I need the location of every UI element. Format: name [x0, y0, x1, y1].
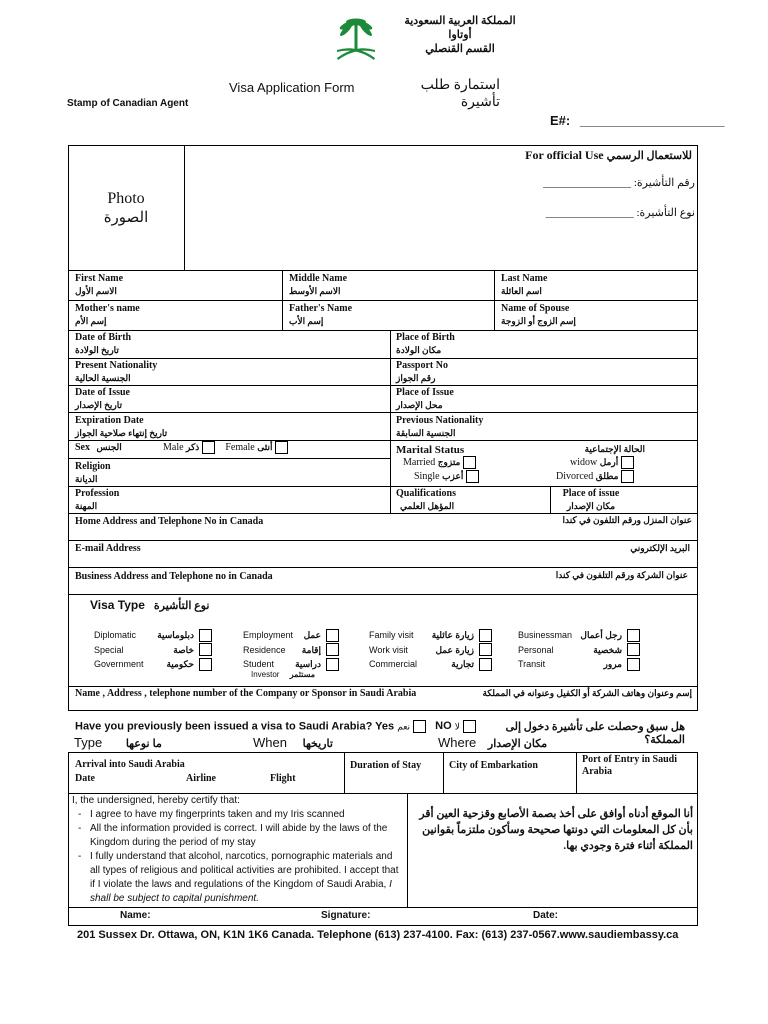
- religion-label: Religion: [75, 461, 111, 472]
- visa-type-title-ar: نوع التأشيرة: [153, 600, 210, 612]
- ottawa-ar: أوتاوا: [448, 29, 472, 41]
- first-name-label: First Name: [75, 273, 124, 284]
- consular-section-ar: القسم القنصلي: [425, 43, 495, 55]
- visa-number-label-ar: رقم التأشيرة:: [633, 177, 695, 189]
- nationality-label-ar: الجنسية الحالية: [75, 373, 131, 383]
- father-name-label-ar: إسم الأب: [289, 316, 324, 326]
- sex-label-ar: الجنس: [96, 442, 122, 452]
- photo-label-ar: الصورة: [103, 210, 149, 226]
- passport-label: Passport No: [396, 360, 448, 371]
- female-checkbox[interactable]: [275, 441, 288, 454]
- footer-address: 201 Sussex Dr. Ottawa, ON, K1N 1K6 Canada. Telephone (613) 237-4100. Fax: (613) 237-0567.www.saudiembassy.ca: [77, 929, 679, 941]
- place-of-issue-label-ar: محل الإصدار: [396, 400, 443, 410]
- widow-label: widow: [570, 456, 598, 468]
- no-label-ar: لا: [454, 721, 460, 732]
- when-label: When: [253, 735, 287, 750]
- previous-visa-question: Have you previously been issued a visa to Saudi Arabia? Yes: [75, 720, 395, 733]
- official-use-label-ar: للاستعمال الرسمي: [606, 150, 692, 162]
- divorced-checkbox[interactable]: [621, 470, 634, 483]
- expiration-date-label: Expiration Date: [75, 415, 144, 426]
- mother-name-label: Mother's name: [75, 303, 140, 314]
- previous-visa-question-ar: هل سبق وحصلت على تأشيرة دخول إلى المملكة؟: [505, 721, 685, 746]
- nationality-label: Present Nationality: [75, 360, 158, 371]
- visa-type-official-label-ar: نوع التأشيرة:: [636, 207, 695, 219]
- photo-box[interactable]: [68, 145, 185, 271]
- yes-label-ar: نعم: [397, 721, 411, 732]
- previous-nationality-label-ar: الجنسية السابقة: [396, 428, 456, 438]
- date-of-issue-label-ar: تاريخ الإصدار: [75, 400, 123, 410]
- business-address-label-ar: عنوان الشركة ورقم التلفون في كندا: [555, 570, 688, 580]
- place-of-issue-2-label-ar: مكان الإصدار: [566, 501, 616, 511]
- investor-label: Investor: [251, 670, 280, 679]
- where-label-ar: مكان الإصدار: [487, 738, 548, 750]
- pob-label: Place of Birth: [396, 332, 455, 343]
- diplomatic-checkbox[interactable]: [199, 629, 212, 642]
- home-address-label-ar: عنوان المنزل ورقم التلفون في كندا: [562, 515, 692, 525]
- student-checkbox[interactable]: [326, 658, 339, 671]
- saudi-emblem-icon: [333, 14, 379, 66]
- name-label: Name:: [120, 910, 151, 921]
- widow-checkbox[interactable]: [621, 456, 634, 469]
- last-name-label: Last Name: [501, 273, 548, 284]
- special-checkbox[interactable]: [199, 643, 212, 656]
- divorced-label-ar: مطلق: [595, 470, 619, 481]
- type-label-ar: ما نوعها: [125, 738, 162, 750]
- name-field[interactable]: [155, 908, 315, 926]
- single-label: Single: [414, 470, 440, 482]
- male-label: Male: [163, 441, 184, 453]
- port-of-entry-label: Port of Entry in Saudi Arabia: [582, 754, 678, 777]
- residence-checkbox[interactable]: [326, 643, 339, 656]
- visa-type-title: Visa Type: [90, 598, 145, 612]
- email-label: E-mail Address: [75, 543, 141, 554]
- single-label-ar: أعزب: [442, 470, 464, 481]
- visa-type-official-field[interactable]: ________________: [545, 207, 634, 219]
- last-name-label-ar: اسم العائلة: [501, 286, 542, 296]
- work-visit-checkbox[interactable]: [479, 643, 492, 656]
- qualifications-label: Qualifications: [396, 488, 457, 499]
- type-label: Type: [74, 735, 103, 750]
- marital-status-label: Marital Status: [396, 444, 465, 456]
- previous-visa-no-checkbox[interactable]: [463, 720, 476, 733]
- family-visit-checkbox[interactable]: [479, 629, 492, 642]
- married-checkbox[interactable]: [463, 456, 476, 469]
- spouse-name-label: Name of Spouse: [501, 303, 570, 314]
- official-use-label: For official Use: [525, 148, 604, 162]
- business-address-label: Business Address and Telephone no in Canada: [75, 571, 273, 582]
- duration-label: Duration of Stay: [350, 760, 422, 771]
- where-label: Where: [438, 735, 477, 750]
- home-address-label: Home Address and Telephone No in Canada: [75, 516, 264, 527]
- male-label-ar: ذكر: [186, 441, 200, 452]
- form-title-ar: استمارة طلب تأشيرة: [420, 78, 500, 110]
- flight-label: Flight: [270, 773, 296, 784]
- certification-ar: أنا الموقع أدناه أوافق على أخذ بصمة الأصابع وقزحية العين أقر بأن كل المعلومات التي دونتها صحيحة وسأكون ملتزماً بقوانين المملكة أثناء فترة وجودي بها.: [419, 808, 693, 852]
- arrival-label: Arrival into Saudi Arabia: [75, 759, 185, 770]
- businessman-checkbox[interactable]: [627, 629, 640, 642]
- first-name-field[interactable]: [75, 271, 282, 300]
- photo-label: Photo: [107, 190, 145, 207]
- qualifications-label-ar: المؤهل العلمي: [400, 501, 455, 511]
- dob-label: Date of Birth: [75, 332, 132, 343]
- visa-type-col1: Diplomatic دبلوماسية Special خاصة Government حكومية: [94, 628, 212, 672]
- profession-label: Profession: [75, 488, 120, 499]
- kingdom-name-ar: المملكة العربية السعودية: [404, 15, 516, 27]
- sex-label: Sex: [75, 442, 90, 453]
- form-title-en: Visa Application Form: [229, 80, 355, 95]
- stamp-label: Stamp of Canadian Agent: [67, 98, 189, 109]
- religion-label-ar: الديانة: [75, 474, 98, 484]
- date-of-issue-label: Date of Issue: [75, 387, 130, 398]
- sponsor-label: Name , Address , telephone number of the Company or Sponsor in Saudi Arabia: [75, 688, 417, 699]
- married-label-ar: متزوج: [437, 456, 461, 467]
- airline-label: Airline: [186, 773, 216, 784]
- visa-type-col4: Businessman رجل أعمال Personal شخصية Transit مرور: [518, 628, 640, 672]
- passport-label-ar: رقم الجواز: [396, 373, 436, 383]
- signature-label: Signature:: [321, 910, 371, 921]
- male-checkbox[interactable]: [202, 441, 215, 454]
- date-field[interactable]: [565, 908, 695, 926]
- certification-en: I, the undersigned, hereby certify that: - I agree to have my fingerprints taken and my Iris scanned - All the information provided is correct. I will abide by the laws of the Kingdom during the period of my stay - I fully understand that alcohol, narcotics, pornographic materials and all types of religious and political activities are prohibited. I accept that if I violate the laws and regulations of the Kingdom of Saudi Arabia, I shall be subject to capital punishment.: [72, 794, 402, 906]
- visa-number-field[interactable]: ________________: [543, 177, 632, 189]
- father-name-label: Father's Name: [289, 303, 353, 314]
- place-of-issue-label: Place of Issue: [396, 387, 454, 398]
- first-name-label-ar: الاسم الأول: [75, 286, 117, 296]
- employment-checkbox[interactable]: [326, 629, 339, 642]
- female-label: Female: [225, 441, 255, 453]
- previous-visa-yes-checkbox[interactable]: [413, 720, 426, 733]
- arrival-date-label: Date: [75, 773, 95, 784]
- expiration-date-label-ar: تاريخ إنتهاء صلاحية الجواز: [75, 428, 168, 438]
- previous-nationality-label: Previous Nationality: [396, 415, 484, 426]
- dob-label-ar: تاريخ الولادة: [75, 345, 119, 355]
- middle-name-label-ar: الاسم الأوسط: [289, 286, 341, 296]
- spouse-name-label-ar: إسم الزوج أو الزوجة: [501, 316, 576, 326]
- investor-label-ar: مستثمر: [289, 670, 315, 679]
- place-of-issue-2-label: Place of issue: [562, 488, 620, 499]
- visa-type-col3: Family visit زيارة عائلية Work visit زيارة عمل Commercial تجارية: [369, 628, 492, 672]
- female-label-ar: أنثى: [257, 441, 273, 452]
- signature-field[interactable]: [375, 908, 525, 926]
- no-label: NO: [435, 720, 452, 733]
- marital-status-label-ar: الحالة الإجتماعية: [584, 444, 645, 454]
- single-checkbox[interactable]: [466, 470, 479, 483]
- middle-name-label: Middle Name: [289, 273, 348, 284]
- personal-checkbox[interactable]: [627, 643, 640, 656]
- date-label: Date:: [533, 910, 559, 921]
- when-label-ar: تاريخها: [302, 738, 333, 750]
- email-label-ar: البريد الإلكتروني: [630, 543, 690, 553]
- embarkation-label: City of Embarkation: [449, 760, 538, 771]
- commercial-checkbox[interactable]: [479, 658, 492, 671]
- enumber-field[interactable]: ____________________: [579, 113, 725, 128]
- mother-name-label-ar: إسم الأم: [75, 316, 107, 326]
- divorced-label: Divorced: [556, 470, 594, 482]
- married-label: Married: [403, 456, 436, 468]
- visa-type-col2: Employment عمل Residence إقامة Student دراسية: [243, 628, 339, 672]
- government-checkbox[interactable]: [199, 658, 212, 671]
- sponsor-label-ar: إسم وعنوان وهاتف الشركة أو الكفيل وعنوانه في المملكة: [482, 688, 692, 698]
- enumber-label: E#:: [550, 113, 571, 128]
- transit-checkbox[interactable]: [627, 658, 640, 671]
- profession-label-ar: المهنة: [75, 501, 98, 511]
- pob-label-ar: مكان الولادة: [396, 345, 442, 355]
- widow-label-ar: أرمل: [599, 456, 619, 467]
